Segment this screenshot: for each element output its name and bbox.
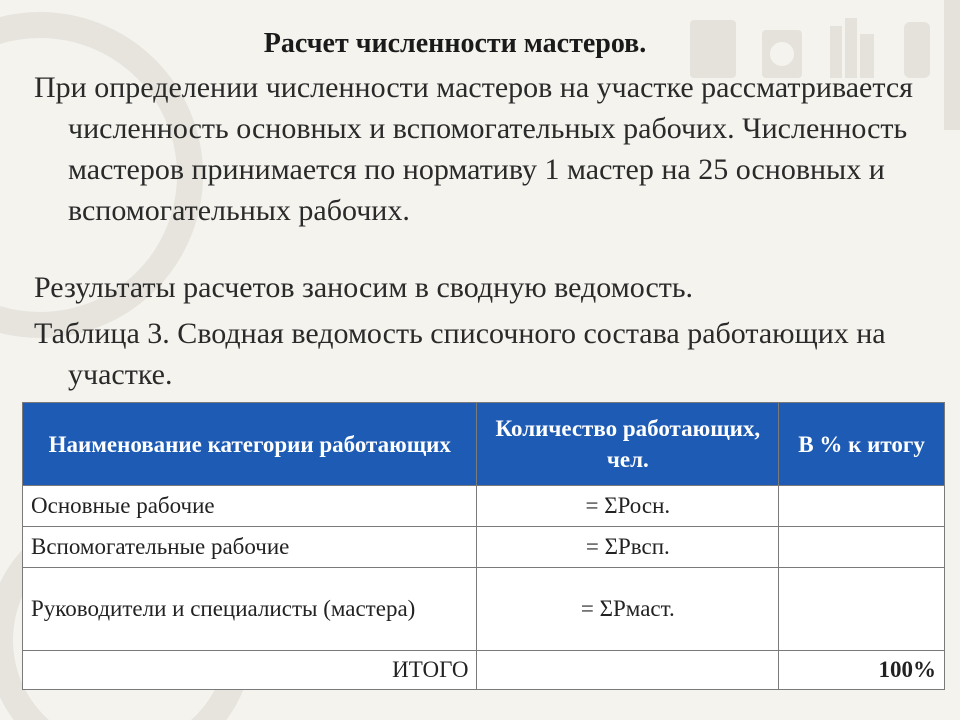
- table-total-row: [23, 651, 945, 690]
- table-caption: Таблица 3. Сводная ведомость списочного состава работающих на участке.: [34, 317, 886, 391]
- header-percent: В % к итогу: [779, 403, 945, 486]
- cell-count: = ΣРвсп.: [477, 527, 779, 568]
- cell-percent: [779, 486, 945, 527]
- slide-title: Расчет численности мастеров.: [263, 28, 647, 59]
- cell-count: = ΣРосн.: [477, 486, 779, 527]
- table-row: [23, 486, 945, 527]
- table-row: [23, 527, 945, 568]
- cell-percent: [779, 568, 945, 651]
- table-header-row: [23, 403, 945, 486]
- cell-count: = ΣРмаст.: [477, 568, 779, 651]
- summary-table: [22, 402, 945, 690]
- cell-category: Вспомогательные рабочие: [23, 527, 477, 568]
- total-count: [477, 651, 779, 690]
- total-label: ИТОГО: [23, 651, 477, 690]
- paragraph-results: Результаты расчетов заносим в сводную ведомость.: [34, 271, 694, 304]
- paragraph-methodology: При определении численности мастеров на участке рассматривается численность основных и вспомогательных рабочих. Численность мастеров принимается по нормативу 1 мастер на 25 основных и вспомогательных рабочих.: [34, 71, 913, 227]
- header-category: Наименование категории работающих: [23, 403, 477, 486]
- table-row: [23, 568, 945, 651]
- cell-category: Руководители и специалисты (мастера): [23, 568, 477, 651]
- total-percent: 100%: [779, 651, 945, 690]
- header-count: Количество работающих, чел.: [477, 403, 779, 486]
- cell-percent: [779, 527, 945, 568]
- cell-category: Основные рабочие: [23, 486, 477, 527]
